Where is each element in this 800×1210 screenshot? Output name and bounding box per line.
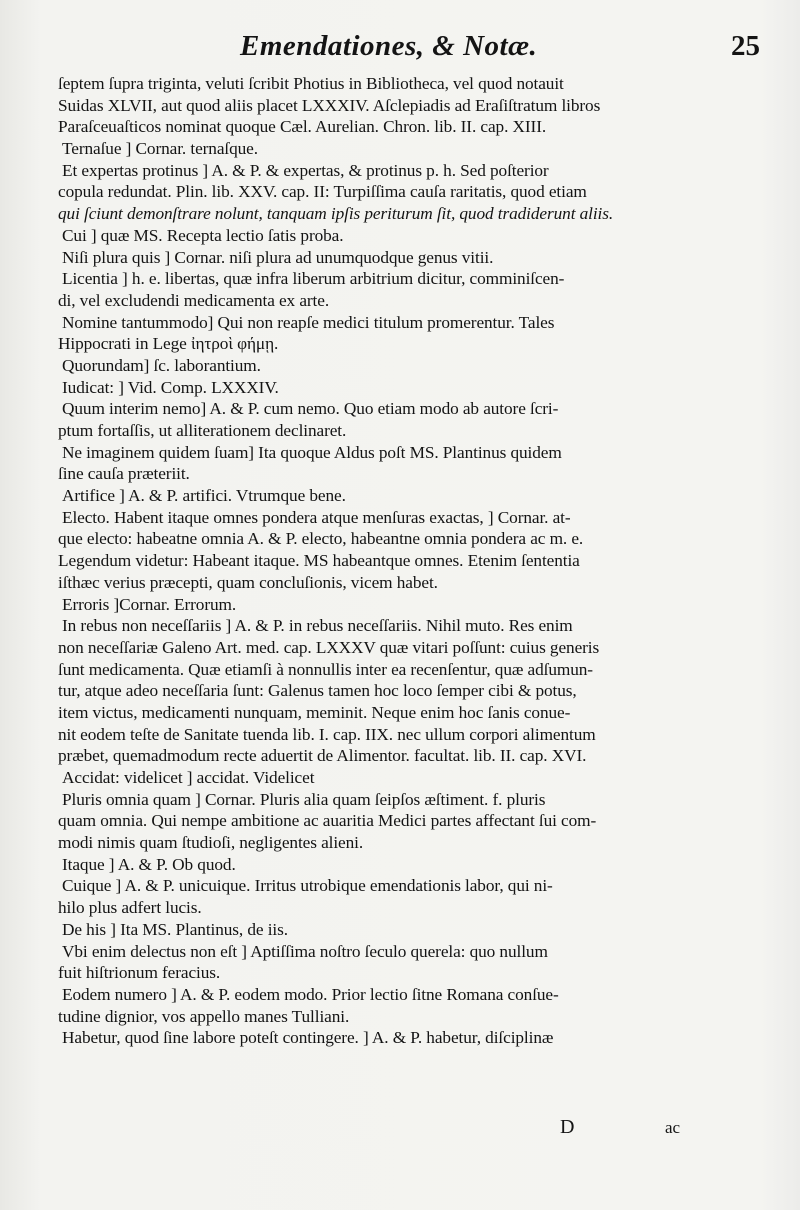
- text-line: tudine dignior, vos appello manes Tulliani.: [58, 1006, 350, 1026]
- page-footer: [560, 1116, 720, 1142]
- text-line: ſine cauſa præteriit.: [58, 464, 190, 484]
- text-line: ptum fortaſſis, ut alliterationem declinaret.: [58, 421, 347, 440]
- text-line: nit eodem teſte de Sanitate tuenda lib. I. cap. IIX. nec ullum corpori alimentum: [58, 724, 596, 744]
- text-line: In rebus non neceſſariis ] A. & P. in rebus neceſſariis. Nihil muto. Res enim: [62, 616, 573, 636]
- catchword: ac: [665, 1118, 681, 1137]
- text-line: Cuique ] A. & P. unicuique. Irritus utrobique emendationis labor, qui ni-: [62, 876, 553, 896]
- text-line: Iudicat: ] Vid. Comp. LXXXIV.: [62, 377, 279, 397]
- text-line: De his ] Ita MS. Plantinus, de iis.: [62, 919, 288, 939]
- body-text: [58, 73, 758, 1049]
- text-line: iſthæc verius præcepti, quam concluſionis, vicem habet.: [58, 572, 438, 592]
- text-line: Cui ] quæ MS. Recepta lectio ſatis proba.: [62, 225, 344, 245]
- text-line: præbet, quemadmodum recte aduertit de Alimentor. facultat. lib. II. cap. XVI.: [58, 746, 587, 766]
- text-line: quam omnia. Qui nempe ambitione ac auaritia Medici partes affectant ſui com-: [58, 811, 597, 831]
- text-line: Ne imaginem quidem ſuam] Ita quoque Aldus poſt MS. Plantinus quidem: [62, 442, 562, 462]
- text-line: Pluris omnia quam ] Cornar. Pluris alia quam ſeipſos æſtiment. f. pluris: [62, 789, 546, 809]
- text-line: Et expertas protinus ] A. & P. & expertas, & protinus p. h. Sed poſterior: [62, 160, 549, 180]
- text-line: ſunt medicamenta. Quæ etiamſi à nonnullis inter ea recenſentur, quæ adſumun-: [58, 659, 593, 679]
- text-line: fuit hiſtrionum feracius.: [58, 963, 221, 983]
- text-line: Electo. Habent itaque omnes pondera atque menſuras exactas, ] Cornar. at-: [62, 507, 571, 527]
- text-line: Accidat: videlicet ] accidat. Videlicet: [62, 768, 315, 787]
- text-line: hilo plus adfert lucis.: [58, 898, 202, 918]
- text-line: Hippocrati in Lege ἰητροὶ φήμῃ.: [58, 334, 279, 354]
- text-line: Eodem numero ] A. & P. eodem modo. Prior lectio ſitne Romana conſue-: [62, 984, 559, 1004]
- text-line: Suidas XLVII, aut quod aliis placet LXXXIV. Aſclepiadis ad Eraſiſtratum libros: [58, 95, 601, 115]
- text-line: Paraſceuaſticos nominat quoque Cæl. Aurelian. Chron. lib. II. cap. XIII.: [58, 117, 547, 137]
- text-line: Licentia ] h. e. libertas, quæ infra liberum arbitrium dicitur, comminiſcen-: [62, 269, 565, 289]
- text-line: Artifice ] A. & P. artifici. Vtrumque bene.: [62, 486, 346, 506]
- text-line: Quum interim nemo] A. & P. cum nemo. Quo etiam modo ab autore ſcri-: [62, 399, 559, 419]
- running-title: Emendationes, & Notæ.: [240, 30, 538, 62]
- page-header: [60, 30, 760, 70]
- text-line: non neceſſariæ Galeno Art. med. cap. LXXXV quæ vitari poſſunt: cuius generis: [58, 637, 600, 657]
- text-line: item victus, medicamenti nunquam, meminit. Neque enim hoc ſanis conue-: [58, 702, 571, 722]
- text-line: Legendum videtur: Habeant itaque. MS habeantque omnes. Etenim ſententia: [58, 551, 580, 571]
- text-line: Vbi enim delectus non eſt ] Aptiſſima noſtro ſeculo querela: quo nullum: [62, 941, 548, 961]
- text-line: Itaque ] A. & P. Ob quod.: [62, 854, 236, 874]
- text-line: Quorundam] ſc. laborantium.: [62, 355, 261, 375]
- text-line: que electo: habeatne omnia A. & P. electo, habeantne omnia pondera ac m. e.: [58, 529, 584, 549]
- text-line: tur, atque adeo neceſſaria ſunt: Galenus tamen hoc loco ſemper cibi & potus,: [58, 681, 577, 701]
- text-line: Niſi plura quis ] Cornar. niſi plura ad unumquodque genus vitii.: [62, 247, 494, 267]
- page-number: 25: [731, 30, 760, 62]
- text-line: di, vel excludendi medicamenta ex arte.: [58, 290, 330, 310]
- signature-mark: D: [560, 1116, 575, 1138]
- text-line: Habetur, quod ſine labore poteſt contingere. ] A. & P. habetur, diſciplinæ: [62, 1028, 554, 1048]
- text-line: ſeptem ſupra triginta, veluti ſcribit Photius in Bibliotheca, vel quod notauit: [58, 74, 564, 93]
- text-line: copula redundat. Plin. lib. XXV. cap. II: Turpiſſima cauſa raritatis, quod etiam: [58, 182, 587, 202]
- text-line: modi nimis quam ſtudioſi, negligentes alieni.: [58, 833, 364, 853]
- text-line: Nomine tantummodo] Qui non reapſe medici titulum promerentur. Tales: [62, 312, 555, 332]
- text-line: Ternaſue ] Cornar. ternaſque.: [62, 139, 258, 159]
- text-line: qui ſciunt demonſtrare nolunt, tanquam ipſis periturum ſit, quod tradiderunt aliis.: [58, 204, 614, 224]
- text-line: Erroris ]Cornar. Errorum.: [62, 594, 237, 614]
